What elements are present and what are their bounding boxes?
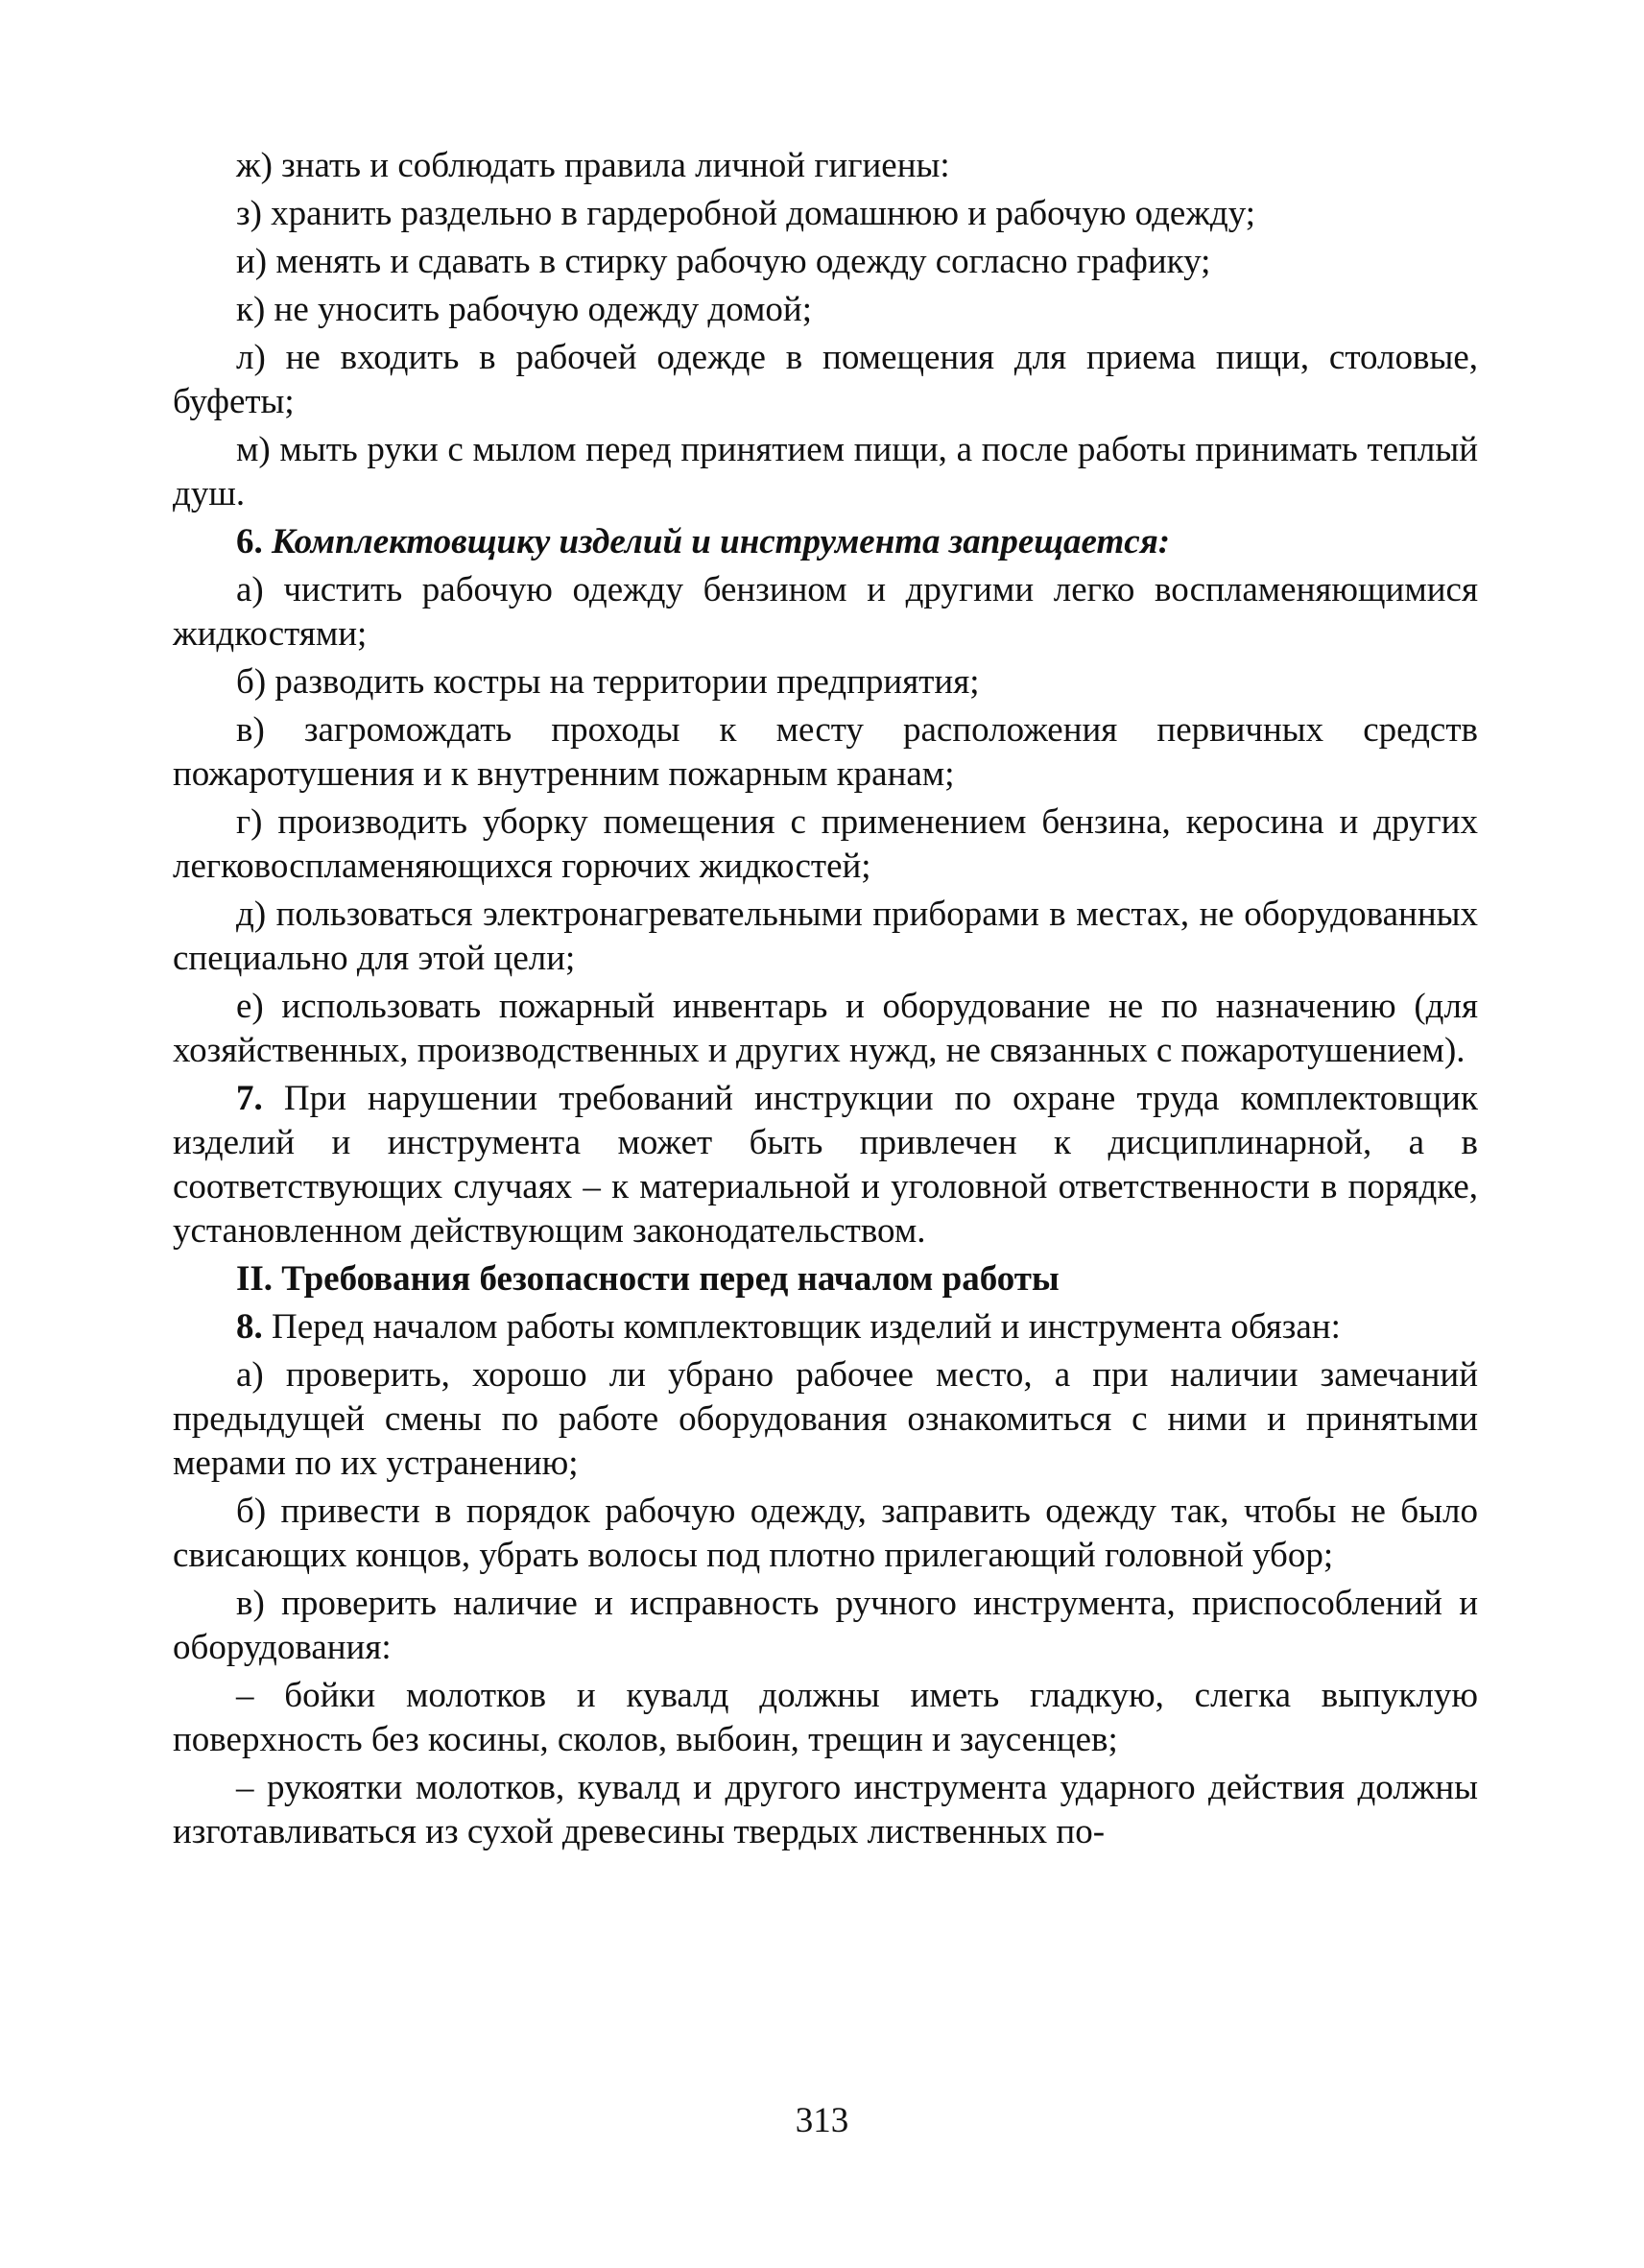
section-6-title: Комплектовщику изделий и инструмента запрещается: [272, 522, 1171, 561]
list-item: а) чистить рабочую одежду бензином и другими легко воспламеняющимися жидкостями; [173, 570, 1478, 654]
point-8-text: Перед началом работы комплектовщик изделий и инструмента обязан: [262, 1307, 1341, 1347]
list-item: м) мыть руки с мылом перед принятием пищи, а после работы принимать теплый душ. [173, 430, 1478, 513]
list-item: к) не уносить рабочую одежду домой; [236, 290, 812, 329]
list-item: д) пользоваться электронагревательными приборами в местах, не оборудованных специально для этой цели; [173, 895, 1478, 978]
list-item: г) производить уборку помещения с применением бензина, керосина и других легковоспламеняющихся горючих жидкостей; [173, 802, 1478, 886]
list-item: б) разводить костры на территории предприятия; [236, 662, 980, 702]
list-item: и) менять и сдавать в стирку рабочую одежду согласно графику; [236, 242, 1211, 281]
list-item: б) привести в порядок рабочую одежду, заправить одежду так, чтобы не было свисающих концов, убрать волосы под плотно прилегающий головной убор; [173, 1492, 1478, 1575]
list-item: е) использовать пожарный инвентарь и оборудование не по назначению (для хозяйственных, производственных и других нужд, не связанных с пожаротушением). [173, 987, 1478, 1070]
list-item: л) не входить в рабочей одежде в помещения для приема пищи, столовые, буфеты; [173, 338, 1478, 421]
list-item: а) проверить, хорошо ли убрано рабочее место, а при наличии замечаний предыдущей смены по работе оборудования ознакомиться с ними и принятыми мерами по их устранению; [173, 1355, 1478, 1483]
dash-list-item: – рукоятки молотков, кувалд и другого инструмента ударного действия должны изготавливаться из сухой древесины твердых лиственных по- [173, 1768, 1478, 1851]
point-8-number: 8. [236, 1307, 263, 1347]
section-6-heading [173, 520, 1478, 564]
dash-list-item: – бойки молотков и кувалд должны иметь гладкую, слегка выпуклую поверхность без косины, сколов, выбоин, трещин и заусенцев; [173, 1676, 1478, 1759]
list-item: в) проверить наличие и исправность ручного инструмента, приспособлений и оборудования: [173, 1584, 1478, 1667]
point-7-number: 7. [236, 1079, 263, 1118]
section-6-number: 6. [236, 522, 263, 561]
point-7 [173, 1077, 1478, 1253]
list-item: ж) знать и соблюдать правила личной гигиены: [236, 146, 950, 185]
page-number: 313 [795, 2101, 849, 2140]
list-item: в) загромождать проходы к месту расположения первичных средств пожаротушения и к внутренним пожарным кранам; [173, 710, 1478, 794]
chapter-2-heading: II. Требования безопасности перед началом работы [236, 1259, 1060, 1299]
point-8 [173, 1305, 1478, 1349]
point-7-text: При нарушении требований инструкции по охране труда комплектовщик изделий и инструмента может быть привлечен к дисциплинарной, а в соответствующих случаях – к материальной и уголовной ответственности в порядке, установленном действующим законодательством. [173, 1079, 1478, 1251]
body-text [173, 144, 1478, 1858]
list-item: з) хранить раздельно в гардеробной домашнюю и рабочую одежду; [236, 194, 1255, 233]
